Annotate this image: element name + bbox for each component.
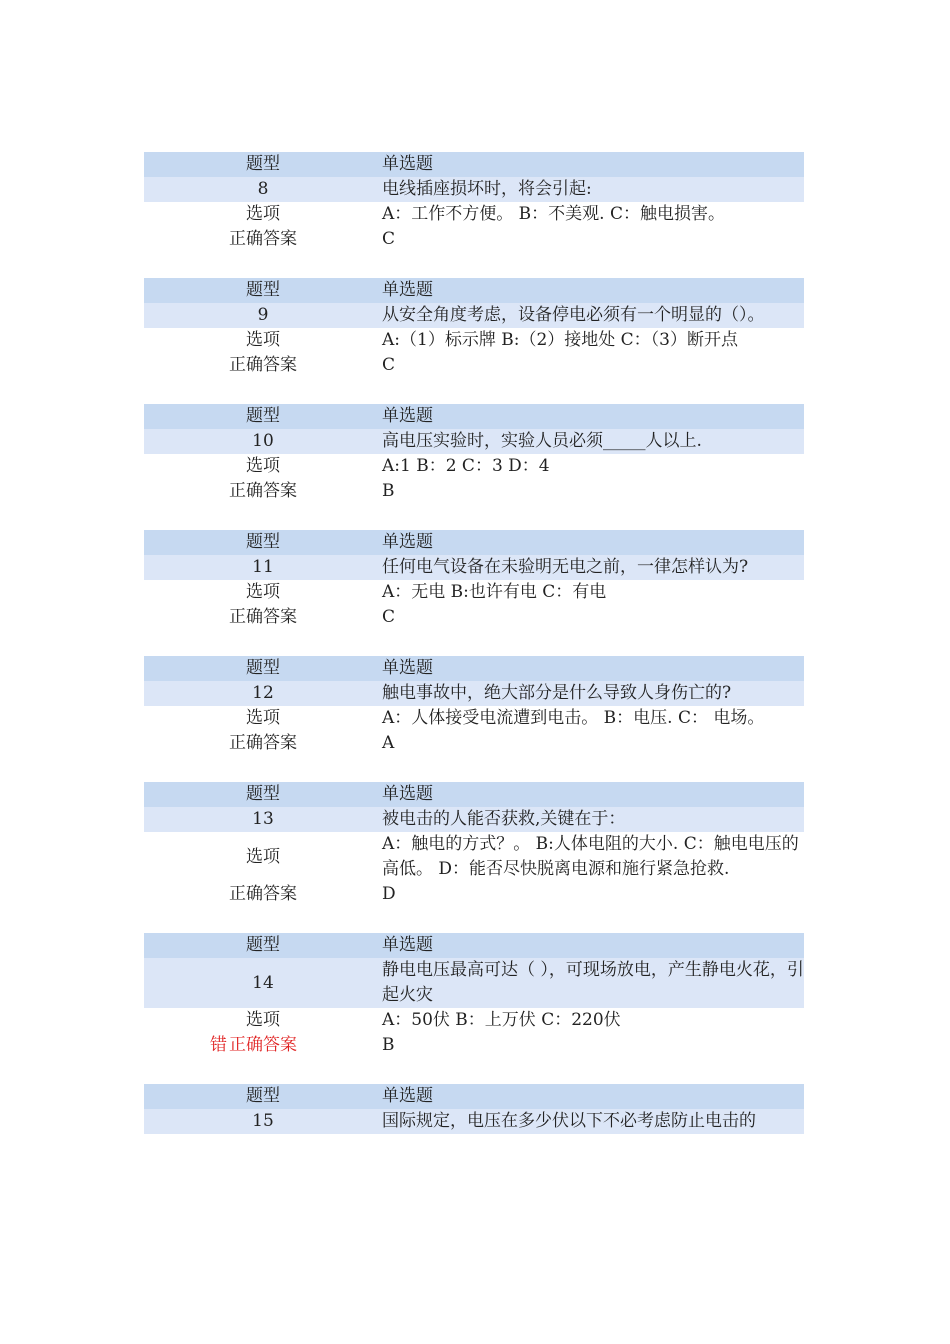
question-block	[144, 933, 804, 1058]
options-text: A：50伏 B：上万伏 C：220伏	[382, 1010, 621, 1030]
question-text: 触电事故中，绝大部分是什么导致人身伤亡的?	[382, 683, 732, 703]
question-row	[144, 177, 804, 202]
question-row	[144, 555, 804, 580]
type-value: 单选题	[382, 280, 433, 300]
question-block	[144, 782, 804, 907]
answer-value: A	[382, 733, 395, 753]
answer-row	[144, 731, 804, 756]
options-row	[144, 1008, 804, 1033]
options-label: 选项	[246, 708, 280, 728]
type-row	[144, 278, 804, 303]
options-label: 选项	[246, 582, 280, 602]
type-value: 单选题	[382, 784, 433, 804]
options-text: A:（1）标示牌 B:（2）接地处 C：（3）断开点	[382, 330, 738, 350]
type-label: 题型	[246, 532, 280, 552]
question-number: 8	[257, 179, 269, 199]
question-number: 12	[252, 683, 274, 703]
answer-row	[144, 1033, 804, 1058]
answer-row	[144, 882, 804, 907]
question-text: 电线插座损坏时，将会引起:	[382, 179, 592, 199]
question-block	[144, 278, 804, 378]
question-number: 9	[257, 305, 269, 325]
type-value: 单选题	[382, 406, 433, 426]
options-row	[144, 202, 804, 227]
question-list	[144, 152, 804, 1160]
type-label: 题型	[246, 1086, 280, 1106]
question-block	[144, 1084, 804, 1134]
question-text: 任何电气设备在未验明无电之前，一律怎样认为?	[382, 557, 749, 577]
type-value: 单选题	[382, 1086, 433, 1106]
question-row	[144, 303, 804, 328]
question-block	[144, 152, 804, 252]
answer-row	[144, 605, 804, 630]
answer-value: B	[382, 1035, 395, 1055]
question-number: 14	[252, 972, 274, 993]
question-block	[144, 656, 804, 756]
question-text: 国际规定，电压在多少伏以下不必考虑防止电击的	[382, 1111, 756, 1131]
answer-row	[144, 227, 804, 252]
options-text: A：触电的方式？。 B:人体电阻的大小. C：触电电压的高低。 D：能否尽快脱离电源和施行紧急抢救.	[382, 834, 799, 879]
options-label: 选项	[246, 1010, 280, 1030]
options-row	[144, 454, 804, 479]
answer-row	[144, 353, 804, 378]
question-number: 10	[252, 431, 274, 451]
answer-value: B	[382, 481, 395, 501]
type-row	[144, 933, 804, 958]
type-label: 题型	[246, 658, 280, 678]
answer-value: D	[382, 884, 396, 904]
options-row	[144, 706, 804, 731]
question-block	[144, 404, 804, 504]
options-text: A：人体接受电流遭到电击。 B：电压. C： 电场。	[382, 708, 765, 728]
type-value: 单选题	[382, 154, 433, 174]
type-row	[144, 656, 804, 681]
question-text: 被电击的人能否获救,关键在于：	[382, 809, 626, 829]
question-row	[144, 681, 804, 706]
type-value: 单选题	[382, 935, 433, 955]
type-value: 单选题	[382, 532, 433, 552]
answer-label: 正确答案	[229, 355, 297, 375]
type-label: 题型	[246, 784, 280, 804]
answer-label-wrong	[144, 1033, 382, 1058]
options-row	[144, 832, 804, 882]
options-text: A：无电 B:也许有电 C：有电	[382, 582, 607, 602]
answer-value: C	[382, 229, 396, 249]
question-row	[144, 1109, 804, 1134]
question-row	[144, 807, 804, 832]
options-label: 选项	[246, 846, 280, 867]
question-text: 高电压实验时，实验人员必须_____人以上.	[382, 431, 702, 451]
type-label: 题型	[246, 406, 280, 426]
question-text: 静电电压最高可达（ ），可现场放电，产生静电火花，引起火灾	[382, 960, 804, 1005]
type-row	[144, 782, 804, 807]
options-label: 选项	[246, 456, 280, 476]
type-label: 题型	[246, 280, 280, 300]
question-text: 从安全角度考虑，设备停电必须有一个明显的（）。	[382, 305, 765, 325]
type-value: 单选题	[382, 658, 433, 678]
answer-label: 正确答案	[229, 607, 297, 627]
type-label: 题型	[246, 154, 280, 174]
question-block	[144, 530, 804, 630]
answer-row	[144, 479, 804, 504]
options-row	[144, 328, 804, 353]
options-label: 选项	[246, 204, 280, 224]
answer-label: 正确答案	[229, 884, 297, 904]
answer-label: 正确答案	[229, 481, 297, 501]
type-label: 题型	[246, 935, 280, 955]
type-row	[144, 404, 804, 429]
answer-label: 正确答案	[229, 733, 297, 753]
question-row	[144, 429, 804, 454]
type-row	[144, 152, 804, 177]
options-text: A：工作不方便。 B：不美观. C：触电损害。	[382, 204, 725, 224]
answer-value: C	[382, 355, 396, 375]
options-row	[144, 580, 804, 605]
question-number: 11	[252, 557, 274, 577]
type-row	[144, 1084, 804, 1109]
wrong-mark: 错	[210, 1035, 227, 1055]
options-label: 选项	[246, 330, 280, 350]
question-row	[144, 958, 804, 1008]
answer-value: C	[382, 607, 396, 627]
answer-label: 正确答案	[229, 229, 297, 249]
type-row	[144, 530, 804, 555]
question-number: 15	[252, 1111, 274, 1131]
question-number: 13	[252, 809, 274, 829]
options-text: A:1 B：2 C：3 D：4	[382, 456, 550, 476]
answer-label: 正确答案	[229, 1035, 297, 1055]
